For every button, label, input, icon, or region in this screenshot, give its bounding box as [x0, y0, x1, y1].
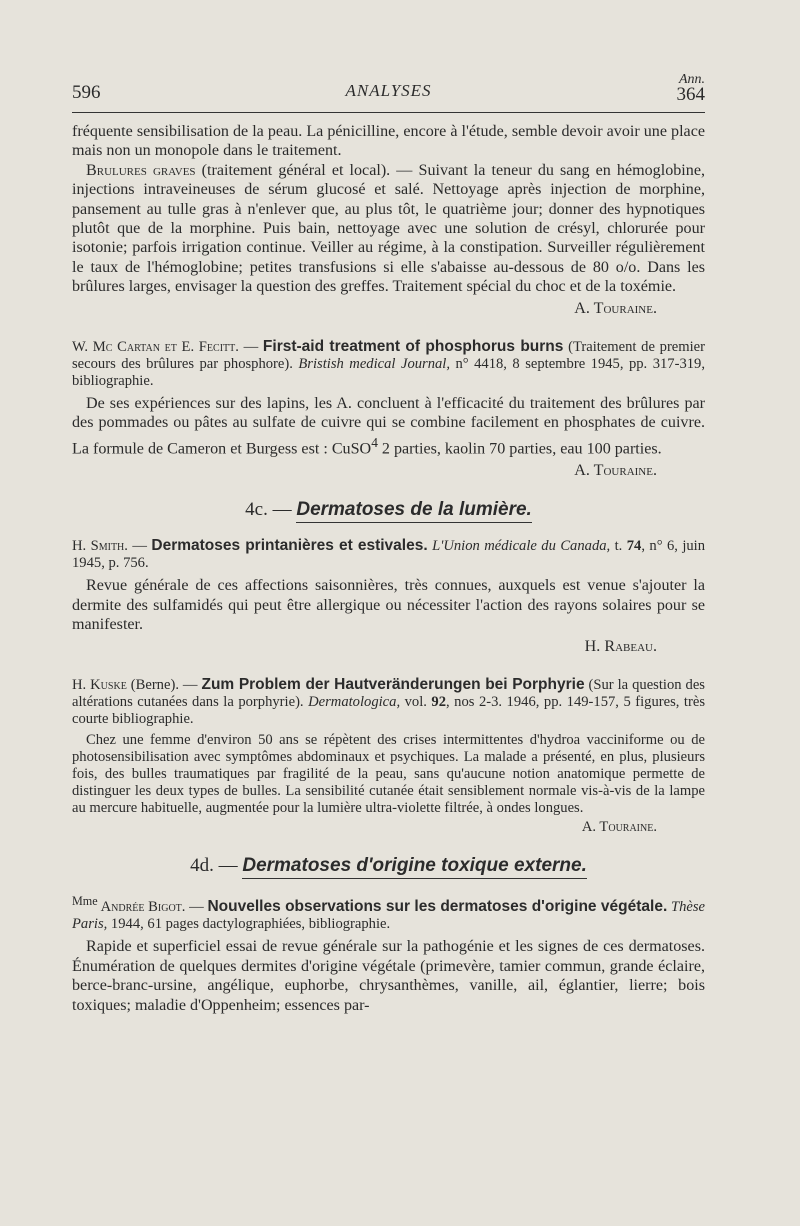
signature: H. Rabeau. — [584, 637, 657, 655]
abstract-paragraph — [72, 394, 705, 459]
paragraph-label: Brulures graves — [86, 161, 196, 179]
volume-number: 364 — [676, 84, 705, 105]
page-number: 596 — [72, 82, 101, 103]
ref-journal: Bristish medical Journal, — [298, 356, 451, 373]
ref-authors: W. Mc Cartan et E. Fecitt. — [72, 339, 239, 356]
section-heading-4c — [72, 500, 705, 519]
abstract-text: De ses expériences sur des lapins, les A. concluent à l'efficacité du traitement des brûlures par des pommades ou pâtes au sulfate de cuivre qui se combine facilement en phosphates de cuivre. La formule de Cameron et Burgess est : CuSO — [72, 395, 705, 458]
section-title: Dermatoses d'origine toxique externe. — [242, 855, 587, 879]
ref-details-pre: vol. — [400, 694, 432, 711]
ref-authors: Andrée Bigot. — [97, 899, 186, 916]
ref-dash: — — [185, 899, 208, 916]
ref-place: (Berne). — — [126, 677, 202, 694]
ref-dash: — — [127, 538, 152, 555]
section-number: 4c. — — [245, 499, 297, 521]
ref-details: n° 4418, 8 septembre 1945, pp. 317-319, bibliographie. — [72, 356, 705, 390]
signature: A. Touraine. — [574, 461, 657, 479]
ref-rest: (Sur la question des altérations cutanées dans la porphyrie). — [72, 677, 705, 711]
abstract-paragraph: Rapide et superficiel essai de revue générale sur la pathogénie et les signes de ces dermatoses. Énumération de quelques dermites d'origine végétale (primevère, tamier commun, grande éclaire, berce-branc-ursine, angélique, euphorbe, chrysanthèmes, vanille, ail, églantier, lierre; bois toxiques; maladie d'Oppenheim; essences par- — [72, 938, 705, 1014]
running-title: ANALYSES — [345, 81, 432, 100]
ref-title: First-aid treatment of phosphorus burns — [262, 338, 564, 356]
ref-title: Dermatoses printanières et estivales. — [151, 537, 428, 555]
ref-rest: (Traitement de premier secours des brûlures par phosphore). — [72, 339, 706, 373]
reference-entry — [72, 893, 705, 933]
abstract-paragraph: Chez une femme d'environ 50 ans se répètent des crises intermittentes d'hydroa vacciniforme ou de photosensibilisation avec symptômes abdominaux et psychiques. La malade a présenté, en plus, plusieurs fois, des bulles traumatiques par fragilité de la peau, sans qu'aucune notion anatomique permette de distinguer les deux types de bulles. La sensibilité cutanée était sensiblement normale vis-à-vis de la lampe au mercure habituelle, augmentée pour la lumière ultra-violette filtrée, à ondes longues. — [72, 732, 705, 817]
page-content — [72, 122, 705, 1015]
section-heading-4d — [72, 856, 705, 875]
ref-details: 1944, 61 pages dactylographiées, bibliographie. — [107, 916, 391, 933]
section-number: 4d. — — [190, 855, 243, 877]
ref-journal: Thèse Paris, — [72, 899, 706, 933]
ref-journal: Dermatologica, — [308, 694, 401, 711]
ref-details: , n° 6, juin 1945, p. 756. — [72, 538, 706, 572]
ref-prefix: Mme — [72, 894, 98, 909]
paragraph-brulures — [72, 161, 705, 297]
ref-tome: 74 — [626, 538, 642, 555]
ref-authors: H. Kuske — [72, 677, 127, 694]
ref-title: Nouvelles observations sur les dermatoses d'origine végétale. — [207, 898, 668, 916]
reference-entry — [72, 537, 705, 572]
reference-entry — [72, 338, 705, 390]
formula-superscript: 4 — [371, 434, 378, 450]
abstract-text-tail: 2 parties, kaolin 70 parties, eau 100 parties. — [377, 440, 662, 458]
paragraph: fréquente sensibilisation de la peau. La pénicilline, encore à l'étude, semble devoir avoir une place mais non un monopole dans le traitement. — [72, 123, 705, 160]
ref-vol: 92 — [431, 694, 447, 711]
ref-title: Zum Problem der Hautveränderungen bei Porphyrie — [201, 676, 585, 694]
page-header — [72, 72, 705, 113]
paragraph-text: (traitement général et local). — Suivant la teneur du sang en hémoglobine, injections intraveineuses de sérum glucosé et salé. Nettoyage après injection de morphine, pansement au tulle gras à n'enlever que, au plus tôt, le quatrième jour; donner des hypnotiques plutôt que de la morphine. Puis bain, nettoyage avec une solution de crésyl, chlorurée pour isotonie; parfois irrigation continue. Veiller au régime, à la constipation. Surveiller régulièrement le taux de l'hémoglobine; petites transfusions si elle s'abaisse au-dessous de 80 o/o. Dans les brûlures larges, envisager la question des greffes. Traitement spécial du choc et de la toxémie. — [72, 161, 705, 296]
ref-dash: — — [238, 339, 263, 356]
reference-entry — [72, 676, 705, 728]
abstract-paragraph: Revue générale de ces affections saisonnières, très connues, auxquels est venue s'ajouter la dermite des sulfamidés qui peut être allergique ou nécessiter l'action des rayons solaires pour se manifester. — [72, 577, 705, 634]
annee-label: Ann. — [678, 72, 705, 87]
ref-journal: L'Union médicale du Canada, — [427, 538, 611, 555]
ref-details: , nos 2-3. 1946, pp. 149-157, 5 figures, très courte bibliographie. — [72, 694, 706, 728]
section-title: Dermatoses de la lumière. — [296, 499, 532, 523]
signature: A. Touraine. — [581, 819, 657, 836]
ref-details-pre: t. — [610, 538, 627, 555]
signature: A. Touraine. — [574, 299, 657, 317]
ref-authors: H. Smith. — [72, 538, 128, 555]
